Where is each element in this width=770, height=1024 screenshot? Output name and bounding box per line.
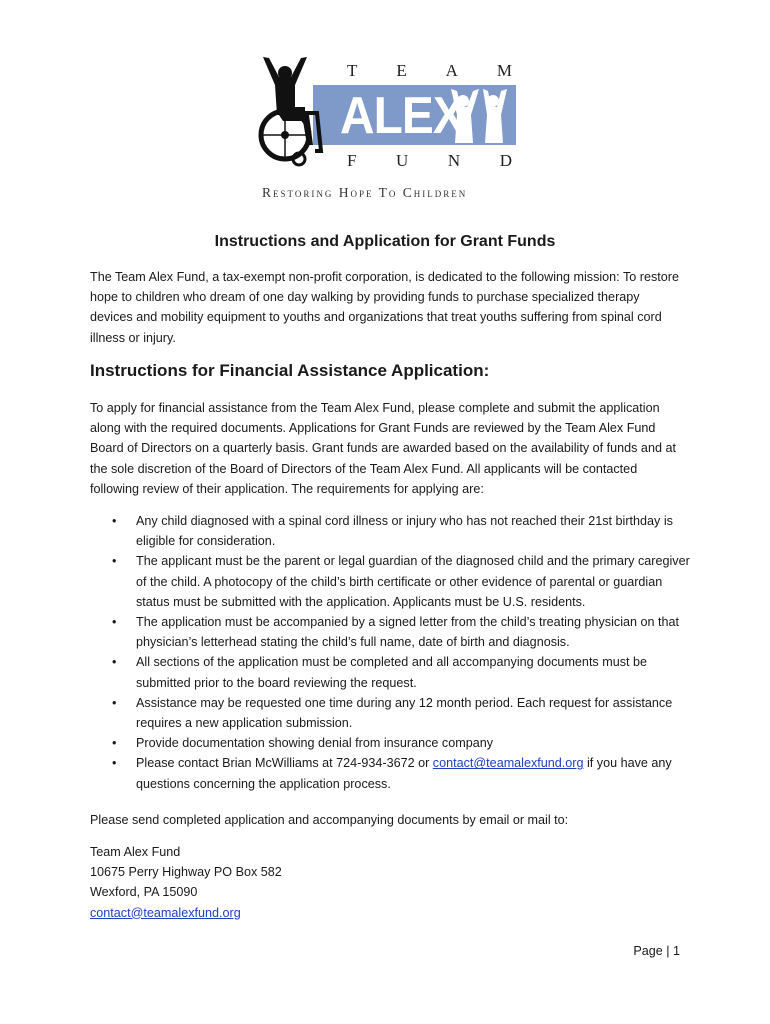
list-item-contact [90, 753, 690, 793]
list-item [90, 693, 690, 733]
list-item-text: Assistance may be requested one time during any 12 month period. Each request for assistance requires a new application submission. [136, 695, 673, 731]
requirements-list [90, 511, 690, 794]
list-item [90, 612, 690, 652]
document-title: Instructions and Application for Grant Funds [214, 233, 556, 250]
list-item-text: All sections of the application must be completed and all accompanying documents must be submitted prior to the board reviewing the request. [136, 655, 648, 690]
bullet-icon: • [112, 736, 117, 751]
bullet-icon: • [112, 695, 117, 710]
address-city: Wexford, PA 15090 [90, 885, 198, 900]
logo-letter: T [347, 61, 358, 80]
logo-letter: M [496, 61, 512, 80]
logo-letter: D [499, 151, 512, 170]
address-email-link[interactable]: contact@teamalexfund.org [90, 905, 241, 920]
list-item-text: Provide documentation showing denial from insurance company [136, 736, 494, 751]
contact-suffix: if you have any questions concerning the application process. [136, 756, 672, 791]
mission-paragraph: The Team Alex Fund, a tax-exempt non-profit corporation, is dedicated to the following mission: To restore hope to children who dream of one day walking by providing funds to purchase specialized therapy devices and mobility equipment to youths and organizations that treat youths suffering from spinal cord illness or injury. [90, 270, 679, 345]
logo-letter: E [396, 61, 407, 80]
list-item [90, 511, 690, 551]
team-alex-fund-logo [255, 55, 520, 205]
section-heading: Instructions for Financial Assistance Application: [90, 361, 490, 380]
bullet-icon: • [112, 554, 117, 569]
contact-prefix: Please contact Brian McWilliams at 724-934-3672 or [136, 756, 433, 771]
logo-letter: F [347, 151, 357, 170]
logo-fund-word [347, 151, 512, 171]
list-item [90, 652, 690, 692]
logo-tagline: Restoring Hope To Children [262, 185, 468, 200]
list-item [90, 733, 690, 753]
bullet-icon: • [112, 655, 117, 670]
page-number: Page | 1 [633, 944, 680, 958]
contact-email-link[interactable]: contact@teamalexfund.org [432, 756, 584, 771]
instructions-paragraph: To apply for financial assistance from the Team Alex Fund, please complete and submit the application along with the required documents. Applications for Grant Funds are reviewed by the Team Alex Fund Board of Directors on a quarterly basis. Grant funds are awarded based on the availability of funds and at the sole discretion of the Board of Directors of the Team Alex Fund. All applicants will be contacted following review of their application. The requirements for applying are: [90, 401, 676, 496]
bullet-icon: • [112, 615, 117, 630]
logo-letter: U [396, 151, 409, 170]
bullet-icon: • [112, 514, 117, 528]
list-item [90, 551, 690, 612]
send-instructions: Please send completed application and accompanying documents by email or mail to: [90, 813, 569, 827]
logo-team-word [347, 61, 512, 81]
list-item-text: Any child diagnosed with a spinal cord illness or injury who has not reached their 21st birthday is eligible for consideration. [136, 514, 673, 549]
list-item-text: The applicant must be the parent or legal guardian of the diagnosed child and the primary caregiver of the child. A photocopy of the child’s birth certificate or other evidence of parental or guardian status must be submitted with the application. Applicants must be U.S. residents. [136, 554, 690, 609]
logo-letter: A [445, 61, 458, 80]
address-name: Team Alex Fund [90, 845, 181, 859]
mailing-address [90, 842, 282, 923]
address-street: 10675 Perry Highway PO Box 582 [90, 865, 282, 880]
logo-alex-text: ALEX [340, 87, 464, 145]
list-item-text: The application must be accompanied by a signed letter from the child’s treating physician on that physician’s letterhead stating the child’s full name, date of birth and diagnosis. [136, 615, 680, 650]
logo-letter: N [447, 151, 461, 170]
bullet-icon: • [112, 756, 117, 771]
